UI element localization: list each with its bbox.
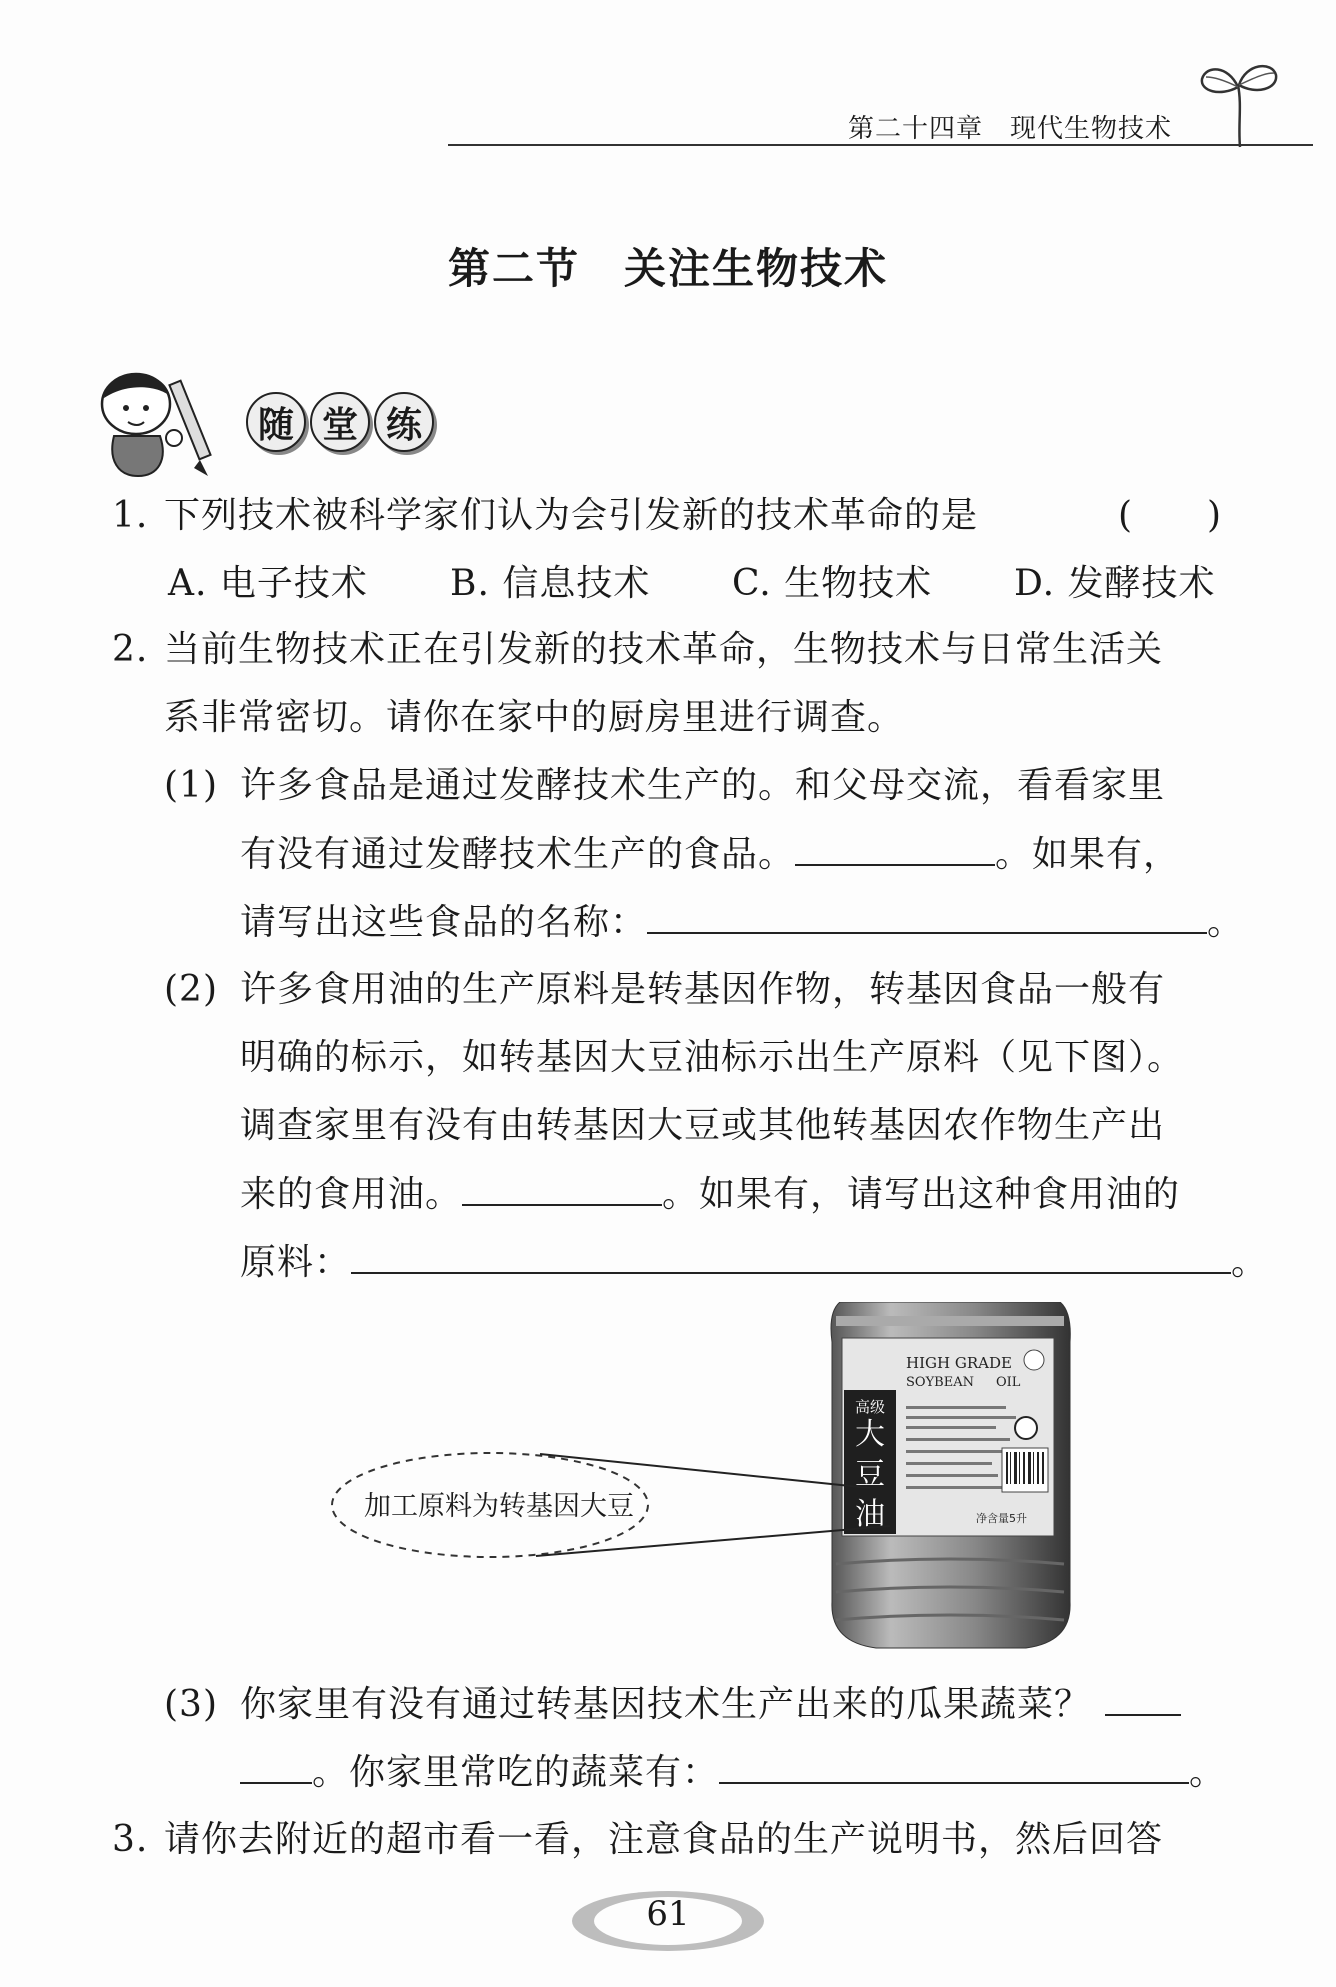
question-text xyxy=(240,1238,1268,1287)
sprout-icon xyxy=(1198,55,1278,150)
question-text: 有没有通过发酵技术生产的食品。 xyxy=(240,834,796,875)
question-text xyxy=(240,1170,1180,1219)
question-number: 3. xyxy=(112,1819,149,1860)
answer-parentheses[interactable]: ( ) xyxy=(1118,495,1223,536)
answer-blank[interactable] xyxy=(240,1748,312,1784)
practice-badge-char: 练 xyxy=(374,392,434,452)
question-text xyxy=(240,1748,1226,1797)
sub-question-3 xyxy=(164,1680,1181,1729)
sub-question-label: (1) xyxy=(164,765,218,806)
bottle-label-char: 豆 xyxy=(855,1457,885,1492)
bottle-label-en: SOYBEAN xyxy=(906,1375,974,1390)
question-text: 。如果有，请写出这种食用油的 xyxy=(662,1174,1181,1215)
header-divider xyxy=(448,144,1313,146)
sub-question-1 xyxy=(164,762,1165,810)
answer-blank[interactable] xyxy=(795,830,995,866)
question-3-stem xyxy=(112,1816,1163,1864)
chapter-header: 第二十四章 现代生物技术 xyxy=(848,114,1173,144)
question-text: 。你家里常吃的蔬菜有： xyxy=(312,1752,720,1793)
practice-badge xyxy=(246,392,434,452)
question-text xyxy=(240,898,1244,947)
question-text: 系非常密切。请你在家中的厨房里进行调查。 xyxy=(164,697,905,738)
page-number: 61 xyxy=(646,1894,690,1934)
question-text xyxy=(240,830,1180,879)
question-text: 请你去附近的超市看一看，注意食品的生产说明书，然后回答 xyxy=(164,1819,1164,1860)
sub-question-label: (2) xyxy=(164,969,218,1010)
question-text: 当前生物技术正在引发新的技术革命，生物技术与日常生活关 xyxy=(164,629,1164,670)
bottle-label-small: 高级 xyxy=(854,1398,886,1416)
sub-question-label: (3) xyxy=(164,1684,218,1725)
practice-badge-char: 堂 xyxy=(310,392,370,452)
bottle-label-en: OIL xyxy=(996,1375,1021,1390)
bottle-label-char: 大 xyxy=(855,1417,885,1452)
question-text: 调查家里有没有由转基因大豆或其他转基因农作物生产出 xyxy=(240,1105,1166,1146)
question-number: 2. xyxy=(112,629,149,670)
answer-blank[interactable] xyxy=(647,898,1207,934)
sub-question-2 xyxy=(164,966,1165,1014)
question-2-stem xyxy=(112,626,1163,674)
answer-blank[interactable] xyxy=(462,1170,662,1206)
practice-badge-char: 随 xyxy=(246,392,306,452)
question-1-stem xyxy=(112,492,978,540)
question-text: 。 xyxy=(1231,1242,1269,1283)
question-text: 你家里有没有通过转基因技术生产出来的瓜果蔬菜？ xyxy=(240,1684,1092,1725)
option-a[interactable]: A. 电子技术 xyxy=(168,563,368,604)
answer-blank[interactable] xyxy=(1105,1680,1181,1716)
answer-blank[interactable] xyxy=(351,1238,1231,1274)
question-number: 1. xyxy=(112,495,149,536)
option-d[interactable]: D. 发酵技术 xyxy=(1014,563,1216,604)
question-text: 来的食用油。 xyxy=(240,1174,463,1215)
option-c[interactable]: C. 生物技术 xyxy=(732,563,933,604)
bottle-label-en: HIGH GRADE xyxy=(906,1354,1012,1372)
answer-blank[interactable] xyxy=(719,1748,1189,1784)
option-b[interactable]: B. 信息技术 xyxy=(450,563,651,604)
section-title: 第二节 关注生物技术 xyxy=(447,244,888,293)
question-text: 。 xyxy=(1207,902,1245,943)
question-text: 原料： xyxy=(240,1242,352,1283)
question-text: 。 xyxy=(1189,1752,1227,1793)
question-text: 请写出这些食品的名称： xyxy=(240,902,648,943)
bottle-volume: 净含量5升 xyxy=(976,1512,1027,1525)
question-text: 明确的标示，如转基因大豆油标示出生产原料（见下图）。 xyxy=(240,1037,1185,1078)
question-text: 下列技术被科学家们认为会引发新的技术革命的是 xyxy=(164,495,979,536)
callout-label: 加工原料为转基因大豆 xyxy=(364,1491,634,1522)
question-text: 许多食品是通过发酵技术生产的。和父母交流，看看家里 xyxy=(240,765,1166,806)
bottle-label-char: 油 xyxy=(855,1497,885,1532)
question-text: 。如果有， xyxy=(995,834,1181,875)
question-text: 许多食用油的生产原料是转基因作物，转基因食品一般有 xyxy=(240,969,1166,1010)
student-with-pencil-icon xyxy=(88,360,218,480)
